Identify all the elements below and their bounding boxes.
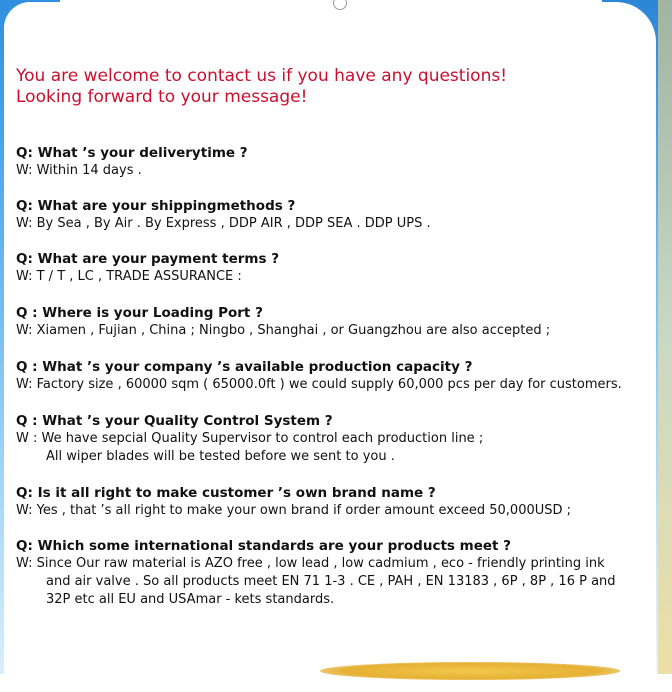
faq-answer: W : We have sepcial Quality Supervisor to control each production line ; — [16, 431, 484, 446]
faq-item-shipping — [16, 197, 666, 233]
faq-question: Q : What ’s your company ’s available production capacity ? — [16, 359, 473, 375]
faq-question: Q: Which some international standards are your products meet ? — [16, 538, 512, 554]
faq-answer-continuation: and air valve . So all products meet EN 71 1-3 . CE , PAH , EN 13183 , 6P , 8P , 16 P and — [46, 574, 616, 589]
welcome-message — [16, 66, 507, 108]
faq-answer: W: Yes , that ’s all right to make your own brand if order amount exceed 50,000USD ; — [16, 503, 572, 518]
faq-answer-continuation: 32P etc all EU and USAmar - kets standards. — [46, 592, 335, 607]
faq-answer-continuation: All wiper blades will be tested before we sent to you . — [46, 449, 395, 464]
faq-answer: W: By Sea , By Air . By Express , DDP AIR , DDP SEA . DDP UPS . — [16, 216, 431, 231]
content-card — [4, 2, 656, 692]
faq-answer: W: Since Our raw material is AZO free , low lead , low cadmium , eco - friendly printing ink — [16, 556, 605, 571]
faq-item-brand — [16, 484, 666, 520]
faq-item-standards — [16, 537, 666, 609]
welcome-line-2: Looking forward to your message! — [16, 87, 308, 107]
faq-question: Q: Is it all right to make customer ’s own brand name ? — [16, 485, 436, 501]
top-notch-decoration — [333, 0, 347, 10]
faq-answer: W: Factory size , 60000 sqm ( 65000.0ft ) we could supply 60,000 pcs per day for customers. — [16, 377, 622, 392]
faq-item-capacity — [16, 358, 666, 394]
faq-question: Q : Where is your Loading Port ? — [16, 305, 263, 321]
faq-question: Q: What ’s your deliverytime ? — [16, 145, 248, 161]
faq-item-delivery — [16, 144, 666, 180]
faq-question: Q: What are your payment terms ? — [16, 251, 280, 267]
faq-item-payment — [16, 250, 666, 286]
gold-edge-bottom — [320, 662, 620, 680]
welcome-line-1: You are welcome to contact us if you have any questions! — [16, 66, 508, 86]
faq-answer: W: Xiamen , Fujian , China ; Ningbo , Shanghai , or Guangzhou are also accepted ; — [16, 323, 551, 338]
faq-answer: W: Within 14 days . — [16, 163, 142, 178]
faq-item-quality — [16, 412, 666, 466]
faq-answer: W: T / T , LC , TRADE ASSURANCE : — [16, 269, 242, 284]
faq-question: Q: What are your shippingmethods ? — [16, 198, 296, 214]
faq-question: Q : What ’s your Quality Control System ? — [16, 413, 333, 429]
faq-item-loading-port — [16, 304, 666, 340]
